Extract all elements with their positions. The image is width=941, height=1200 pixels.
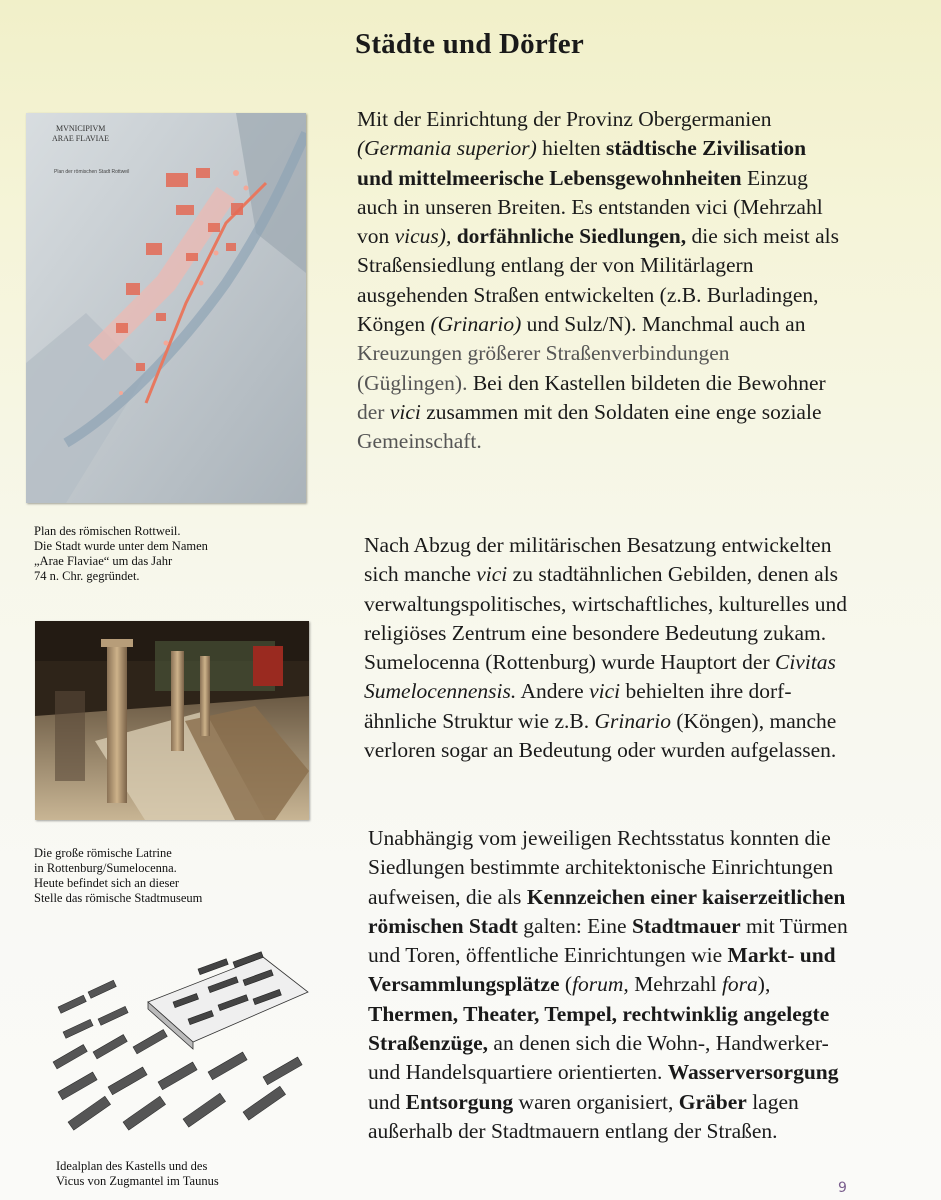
text-run: die sich meist als — [686, 224, 839, 249]
caption-line: Plan des römischen Rottweil. — [34, 524, 181, 538]
text-line — [357, 369, 917, 398]
text-line — [357, 193, 917, 222]
italic-text: vicus), — [394, 224, 452, 249]
text-run: ausgehenden Straßen entwickelten (z.B. Burladingen, — [357, 282, 819, 307]
text-line — [364, 677, 924, 706]
bold-text: dorfähnliche Siedlungen, — [456, 224, 687, 249]
italic-text: Civitas — [774, 650, 836, 675]
caption-line: Stelle das römische Stadtmuseum — [34, 891, 203, 905]
text-run: Kreuzungen größerer Straßenverbindungen — [357, 341, 730, 366]
bold-text: städtische Zivilisation — [606, 136, 807, 161]
map-title-line2: ARAE FLAVIAE — [52, 134, 109, 143]
text-run: zu stadtähnlichen Gebilden, denen als — [507, 562, 839, 587]
text-run: und Toren, öffentliche Einrichtungen wie — [368, 943, 728, 968]
text-run: Köngen — [357, 312, 431, 337]
text-line — [357, 398, 917, 427]
caption-line: 74 n. Chr. gegründet. — [34, 569, 140, 583]
bold-text: Versammlungsplätze — [368, 972, 560, 997]
paragraph-city-features — [368, 824, 928, 1146]
text-line — [368, 883, 928, 912]
text-line — [364, 736, 924, 765]
caption-castle-plan — [56, 1159, 219, 1189]
map-title-line1: MVNICIPIVM — [56, 124, 106, 133]
map-legend: Plan der römischen Stadt Rottweil — [54, 169, 130, 175]
bold-text: und mittelmeerische Lebensgewohnheiten — [357, 165, 742, 190]
castle-plan-svg — [48, 947, 313, 1142]
text-run: sich manche — [364, 562, 477, 587]
italic-text: Sumelocennensis. — [364, 679, 517, 704]
text-line — [357, 105, 917, 134]
latrine-photo — [35, 621, 309, 820]
caption-line: Die Stadt wurde unter dem Namen — [34, 539, 208, 553]
caption-line: Vicus von Zugmantel im Taunus — [56, 1174, 219, 1188]
text-run: Siedlungen bestimmte architektonische Einrichtungen — [368, 855, 834, 880]
text-run: Bei den Kastellen bildeten die Bewohner — [467, 370, 826, 395]
rottweil-map-drawing — [26, 113, 306, 503]
caption-rottweil-map — [34, 524, 208, 584]
italic-text: (Grinario) — [430, 312, 522, 337]
caption-line: in Rottenburg/Sumelocenna. — [34, 861, 177, 875]
text-run: und Sulz/N). Manchmal auch an — [521, 312, 806, 337]
caption-latrine — [34, 846, 202, 906]
text-run: aufweisen, die als — [368, 884, 527, 909]
text-line — [368, 970, 928, 999]
text-line — [368, 853, 928, 882]
bold-text: Stadtmauer — [631, 913, 741, 938]
text-run: verwaltungspolitisches, wirtschaftliches, kulturelles und — [364, 591, 848, 616]
text-line — [364, 707, 924, 736]
latrine-drawing — [35, 621, 309, 820]
text-line — [357, 310, 917, 339]
text-line — [368, 1058, 928, 1087]
bold-text: Entsorgung — [405, 1089, 514, 1114]
page-title: Städte und Dörfer — [355, 28, 584, 60]
text-line — [364, 619, 924, 648]
castle-vicus-plan-drawing — [48, 947, 313, 1142]
bold-text: Thermen, Theater, Tempel, rechtwinklig angelegte — [368, 1001, 830, 1026]
text-line — [357, 222, 917, 251]
caption-line: Idealplan des Kastells und des — [56, 1159, 208, 1173]
text-run: behielten ihre dorf- — [620, 679, 792, 704]
text-line — [368, 1088, 928, 1117]
text-run: mit Türmen — [740, 913, 848, 938]
text-run: Nach Abzug der militärischen Besatzung entwickelten — [364, 533, 832, 557]
italic-text: Grinario — [594, 708, 671, 733]
text-run: Straßensiedlung entlang der von Militärlagern — [357, 253, 754, 278]
text-line — [364, 531, 924, 560]
text-run: der — [357, 399, 390, 424]
bold-text: Straßenzüge, — [368, 1031, 489, 1056]
text-run: an denen sich die Wohn-, Handwerker- — [488, 1031, 829, 1056]
italic-text: fora — [721, 972, 758, 997]
text-run: hielten — [536, 136, 607, 161]
rottweil-map-image — [26, 113, 306, 503]
italic-text: vici — [389, 399, 421, 424]
text-run: Einzug — [741, 165, 808, 190]
italic-text: vici — [476, 562, 508, 587]
text-run: Mehrzahl — [628, 972, 722, 997]
caption-line: „Arae Flaviae“ um das Jahr — [34, 554, 173, 568]
text-run: ), — [757, 972, 771, 997]
text-line — [357, 164, 917, 193]
paragraph-provinces — [357, 105, 917, 457]
text-line — [357, 339, 917, 368]
text-run: auch in unseren Breiten. Es entstanden vici (Mehrzahl — [357, 194, 823, 219]
paragraph-vici-towns — [364, 531, 924, 765]
caption-line: Heute befindet sich an dieser — [34, 876, 180, 890]
text-run: waren organisiert, — [513, 1089, 679, 1114]
bold-text: Kennzeichen einer kaiserzeitlichen — [526, 884, 846, 909]
text-run: zusammen mit den Soldaten eine enge soziale — [420, 399, 822, 424]
text-run: und Handelsquartiere orientierten. — [368, 1060, 668, 1085]
text-run: außerhalb der Stadtmauern entlang der Straßen. — [368, 1118, 778, 1143]
bold-text: Markt- und — [727, 943, 836, 968]
text-run: Sumelocenna (Rottenburg) wurde Hauptort der — [364, 650, 775, 675]
text-run: Mit der Einrichtung der Provinz Obergermanien — [357, 107, 772, 131]
text-line — [364, 590, 924, 619]
italic-text: vici — [589, 679, 621, 704]
text-run: ( — [559, 972, 573, 997]
text-run: Andere — [516, 679, 590, 704]
text-line — [357, 427, 917, 456]
text-run: Unabhängig vom jeweiligen Rechtsstatus konnten die — [368, 826, 831, 850]
text-run: (Güglingen). — [357, 370, 468, 395]
text-run: verloren sogar an Bedeutung oder wurden aufgelassen. — [364, 738, 837, 763]
text-run: von — [357, 224, 395, 249]
bold-text: Gräber — [678, 1089, 747, 1114]
text-line — [368, 1117, 928, 1146]
text-line — [368, 824, 928, 853]
text-line — [357, 281, 917, 310]
text-line — [357, 251, 917, 280]
text-run: (Köngen), manche — [670, 708, 837, 733]
text-line — [368, 1029, 928, 1058]
text-run: galten: Eine — [517, 913, 632, 938]
text-line — [368, 912, 928, 941]
italic-text: (Germania superior) — [357, 136, 537, 161]
text-run: Gemeinschaft. — [357, 429, 482, 454]
page-number: 9 — [838, 1180, 847, 1196]
text-line — [368, 1000, 928, 1029]
caption-line: Die große römische Latrine — [34, 846, 172, 860]
bold-text: römischen Stadt — [368, 913, 518, 938]
text-line — [357, 134, 917, 163]
text-run: ähnliche Struktur wie z.B. — [364, 708, 595, 733]
italic-text: forum, — [572, 972, 629, 997]
bold-text: Wasserversorgung — [667, 1060, 839, 1085]
text-line — [364, 648, 924, 677]
text-run: und — [368, 1089, 406, 1114]
text-line — [368, 941, 928, 970]
text-run: lagen — [746, 1089, 799, 1114]
text-run: religiöses Zentrum eine besondere Bedeutung zukam. — [364, 620, 827, 645]
text-line — [364, 560, 924, 589]
